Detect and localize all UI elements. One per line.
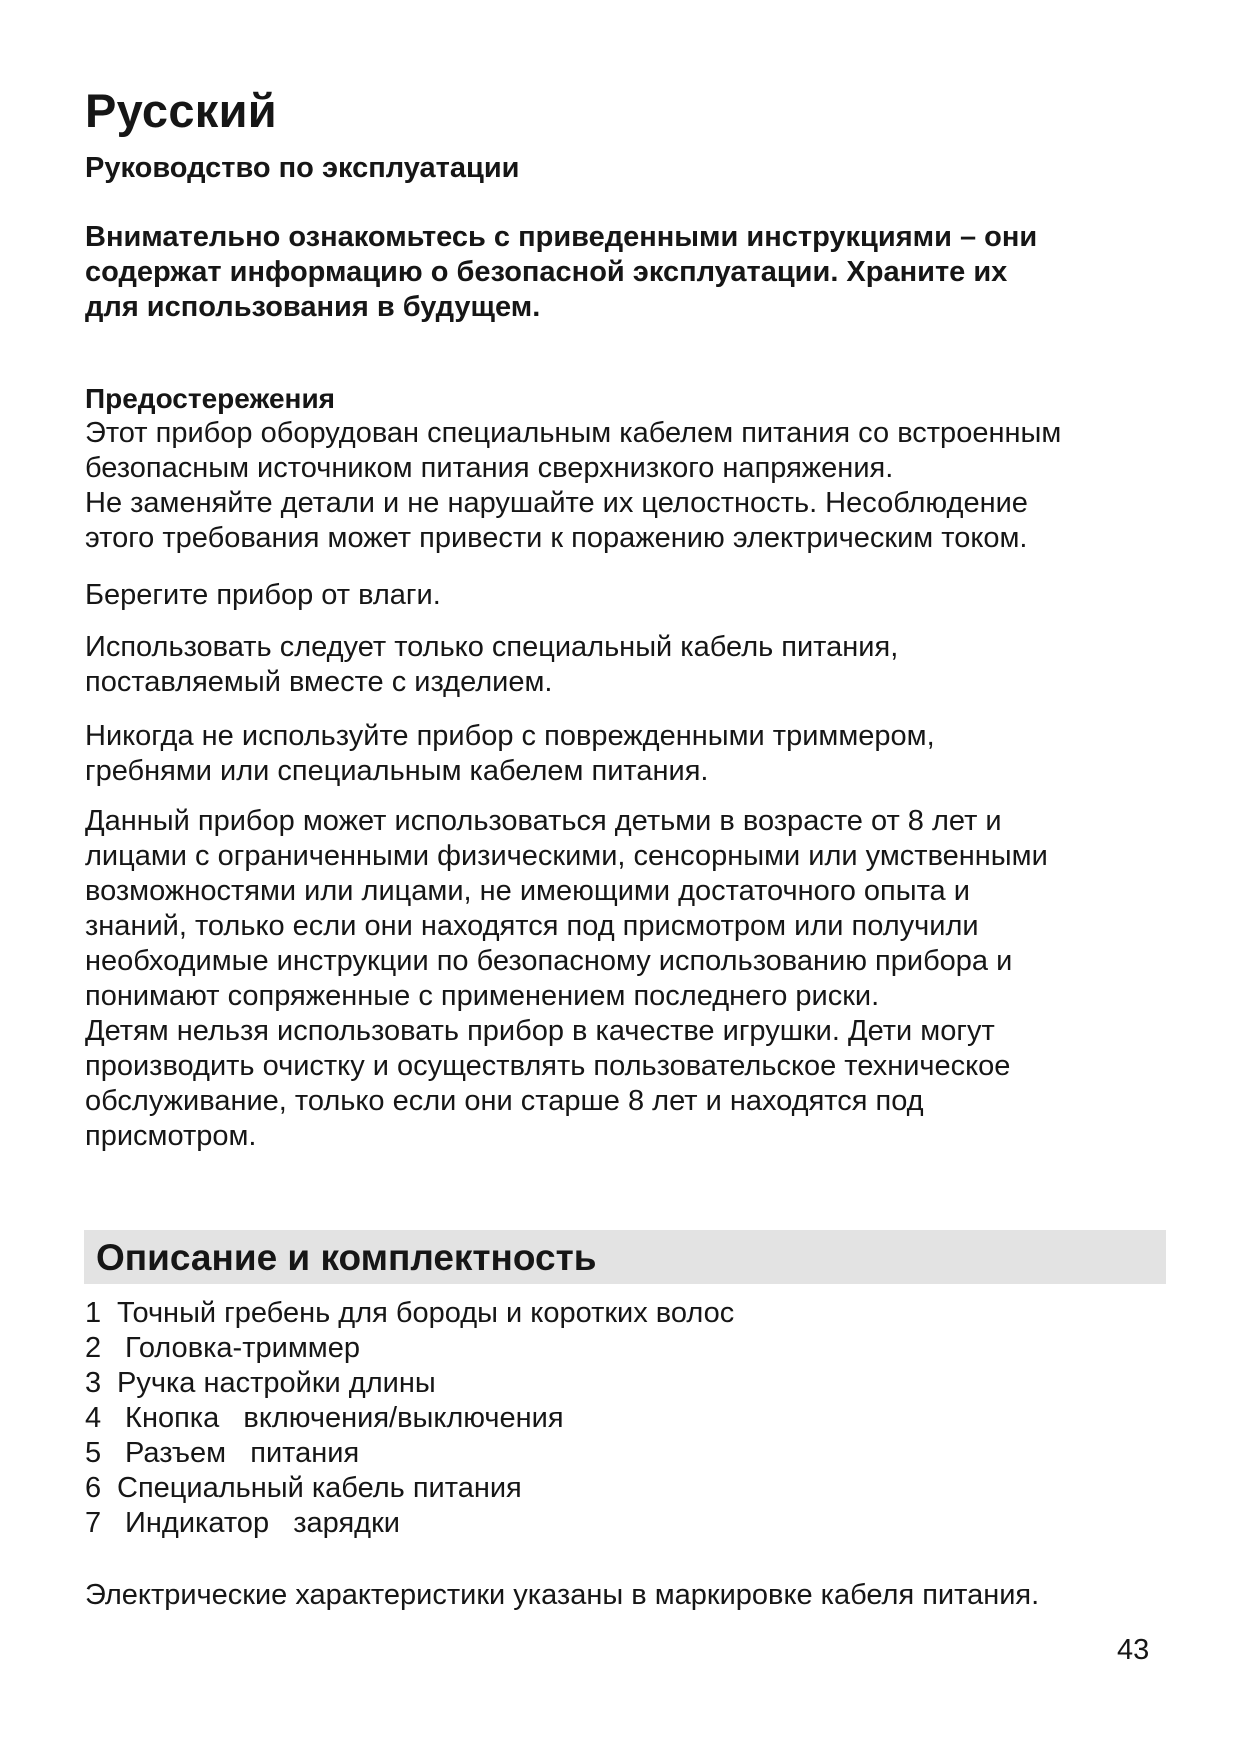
- part-number: 2: [85, 1332, 102, 1364]
- precaution-paragraph-moisture: [85, 578, 1195, 613]
- paragraph-line: Никогда не используйте прибор с поврежденными триммером,: [85, 720, 935, 752]
- paragraph-line: Использовать следует только специальный кабель питания,: [85, 631, 899, 663]
- paragraph-line: этого требования может привести к поражению электрическим током.: [85, 522, 1028, 554]
- paragraph-line: Не заменяйте детали и не нарушайте их целостность. Несоблюдение: [85, 487, 1028, 519]
- part-number: 1: [85, 1297, 102, 1329]
- electrical-note: Электрические характеристики указаны в маркировке кабеля питания.: [85, 1579, 1040, 1611]
- paragraph-line: возможностями или лицами, не имеющими достаточного опыта и: [85, 875, 970, 907]
- precaution-paragraph-children: [85, 804, 1195, 1154]
- paragraph-line: поставляемый вместе с изделием.: [85, 666, 553, 698]
- part-label: Точный гребень для бороды и коротких волос: [117, 1297, 735, 1329]
- part-label: Специальный кабель питания: [117, 1472, 522, 1504]
- intro-warning: [85, 220, 1185, 325]
- part-label: Ручка настройки длины: [117, 1367, 436, 1399]
- part-number: 6: [85, 1472, 102, 1504]
- paragraph-line: Данный прибор может использоваться детьми в возрасте от 8 лет и: [85, 805, 1002, 837]
- paragraph-line: Берегите прибор от влаги.: [85, 579, 441, 611]
- paragraph-line: производить очистку и осуществлять пользовательское техническое: [85, 1050, 1011, 1082]
- part-label: Головка-триммер: [117, 1332, 360, 1364]
- parts-list: [85, 1296, 734, 1541]
- paragraph-line: гребнями или специальным кабелем питания.: [85, 755, 709, 787]
- part-number: 7: [85, 1507, 102, 1539]
- precautions-heading: Предостережения: [85, 383, 335, 414]
- description-heading: Описание и комплектность: [96, 1237, 597, 1278]
- part-label: Кнопка включения/выключения: [117, 1402, 564, 1434]
- list-item: [85, 1366, 734, 1401]
- intro-line: Внимательно ознакомьтесь с приведенными инструкциями – они: [85, 221, 1038, 253]
- paragraph-line: знаний, только если они находятся под присмотром или получили: [85, 910, 979, 942]
- part-number: 4: [85, 1402, 102, 1434]
- manual-subtitle: Руководство по эксплуатации: [85, 152, 520, 184]
- precaution-paragraph-damage: [85, 719, 1195, 789]
- page-number: 43: [1117, 1634, 1150, 1666]
- part-label: Разъем питания: [117, 1437, 360, 1469]
- paragraph-line: необходимые инструкции по безопасному использованию прибора и: [85, 945, 1013, 977]
- precaution-paragraph-cable: [85, 630, 1195, 700]
- paragraph-line: Этот прибор оборудован специальным кабелем питания со встроенным: [85, 417, 1062, 449]
- list-item: [85, 1331, 734, 1366]
- paragraph-line: лицами с ограниченными физическими, сенсорными или умственными: [85, 840, 1048, 872]
- list-item: [85, 1471, 734, 1506]
- intro-line: содержат информацию о безопасной эксплуатации. Храните их: [85, 256, 1008, 288]
- paragraph-line: понимают сопряженные с применением последнего риски.: [85, 980, 880, 1012]
- list-item: [85, 1436, 734, 1471]
- paragraph-line: присмотром.: [85, 1120, 257, 1152]
- paragraph-line: обслуживание, только если они старше 8 лет и находятся под: [85, 1085, 924, 1117]
- precaution-paragraph-power-supply: [85, 416, 1195, 556]
- language-title: Русский: [85, 84, 278, 137]
- paragraph-line: безопасным источником питания сверхнизкого напряжения.: [85, 452, 894, 484]
- intro-line: для использования в будущем.: [85, 291, 541, 323]
- list-item: [85, 1296, 734, 1331]
- description-section-bar: [84, 1230, 1166, 1284]
- paragraph-line: Детям нельзя использовать прибор в качестве игрушки. Дети могут: [85, 1015, 995, 1047]
- part-label: Индикатор зарядки: [117, 1507, 400, 1539]
- list-item: [85, 1401, 734, 1436]
- part-number: 5: [85, 1437, 102, 1469]
- list-item: [85, 1506, 734, 1541]
- part-number: 3: [85, 1367, 102, 1399]
